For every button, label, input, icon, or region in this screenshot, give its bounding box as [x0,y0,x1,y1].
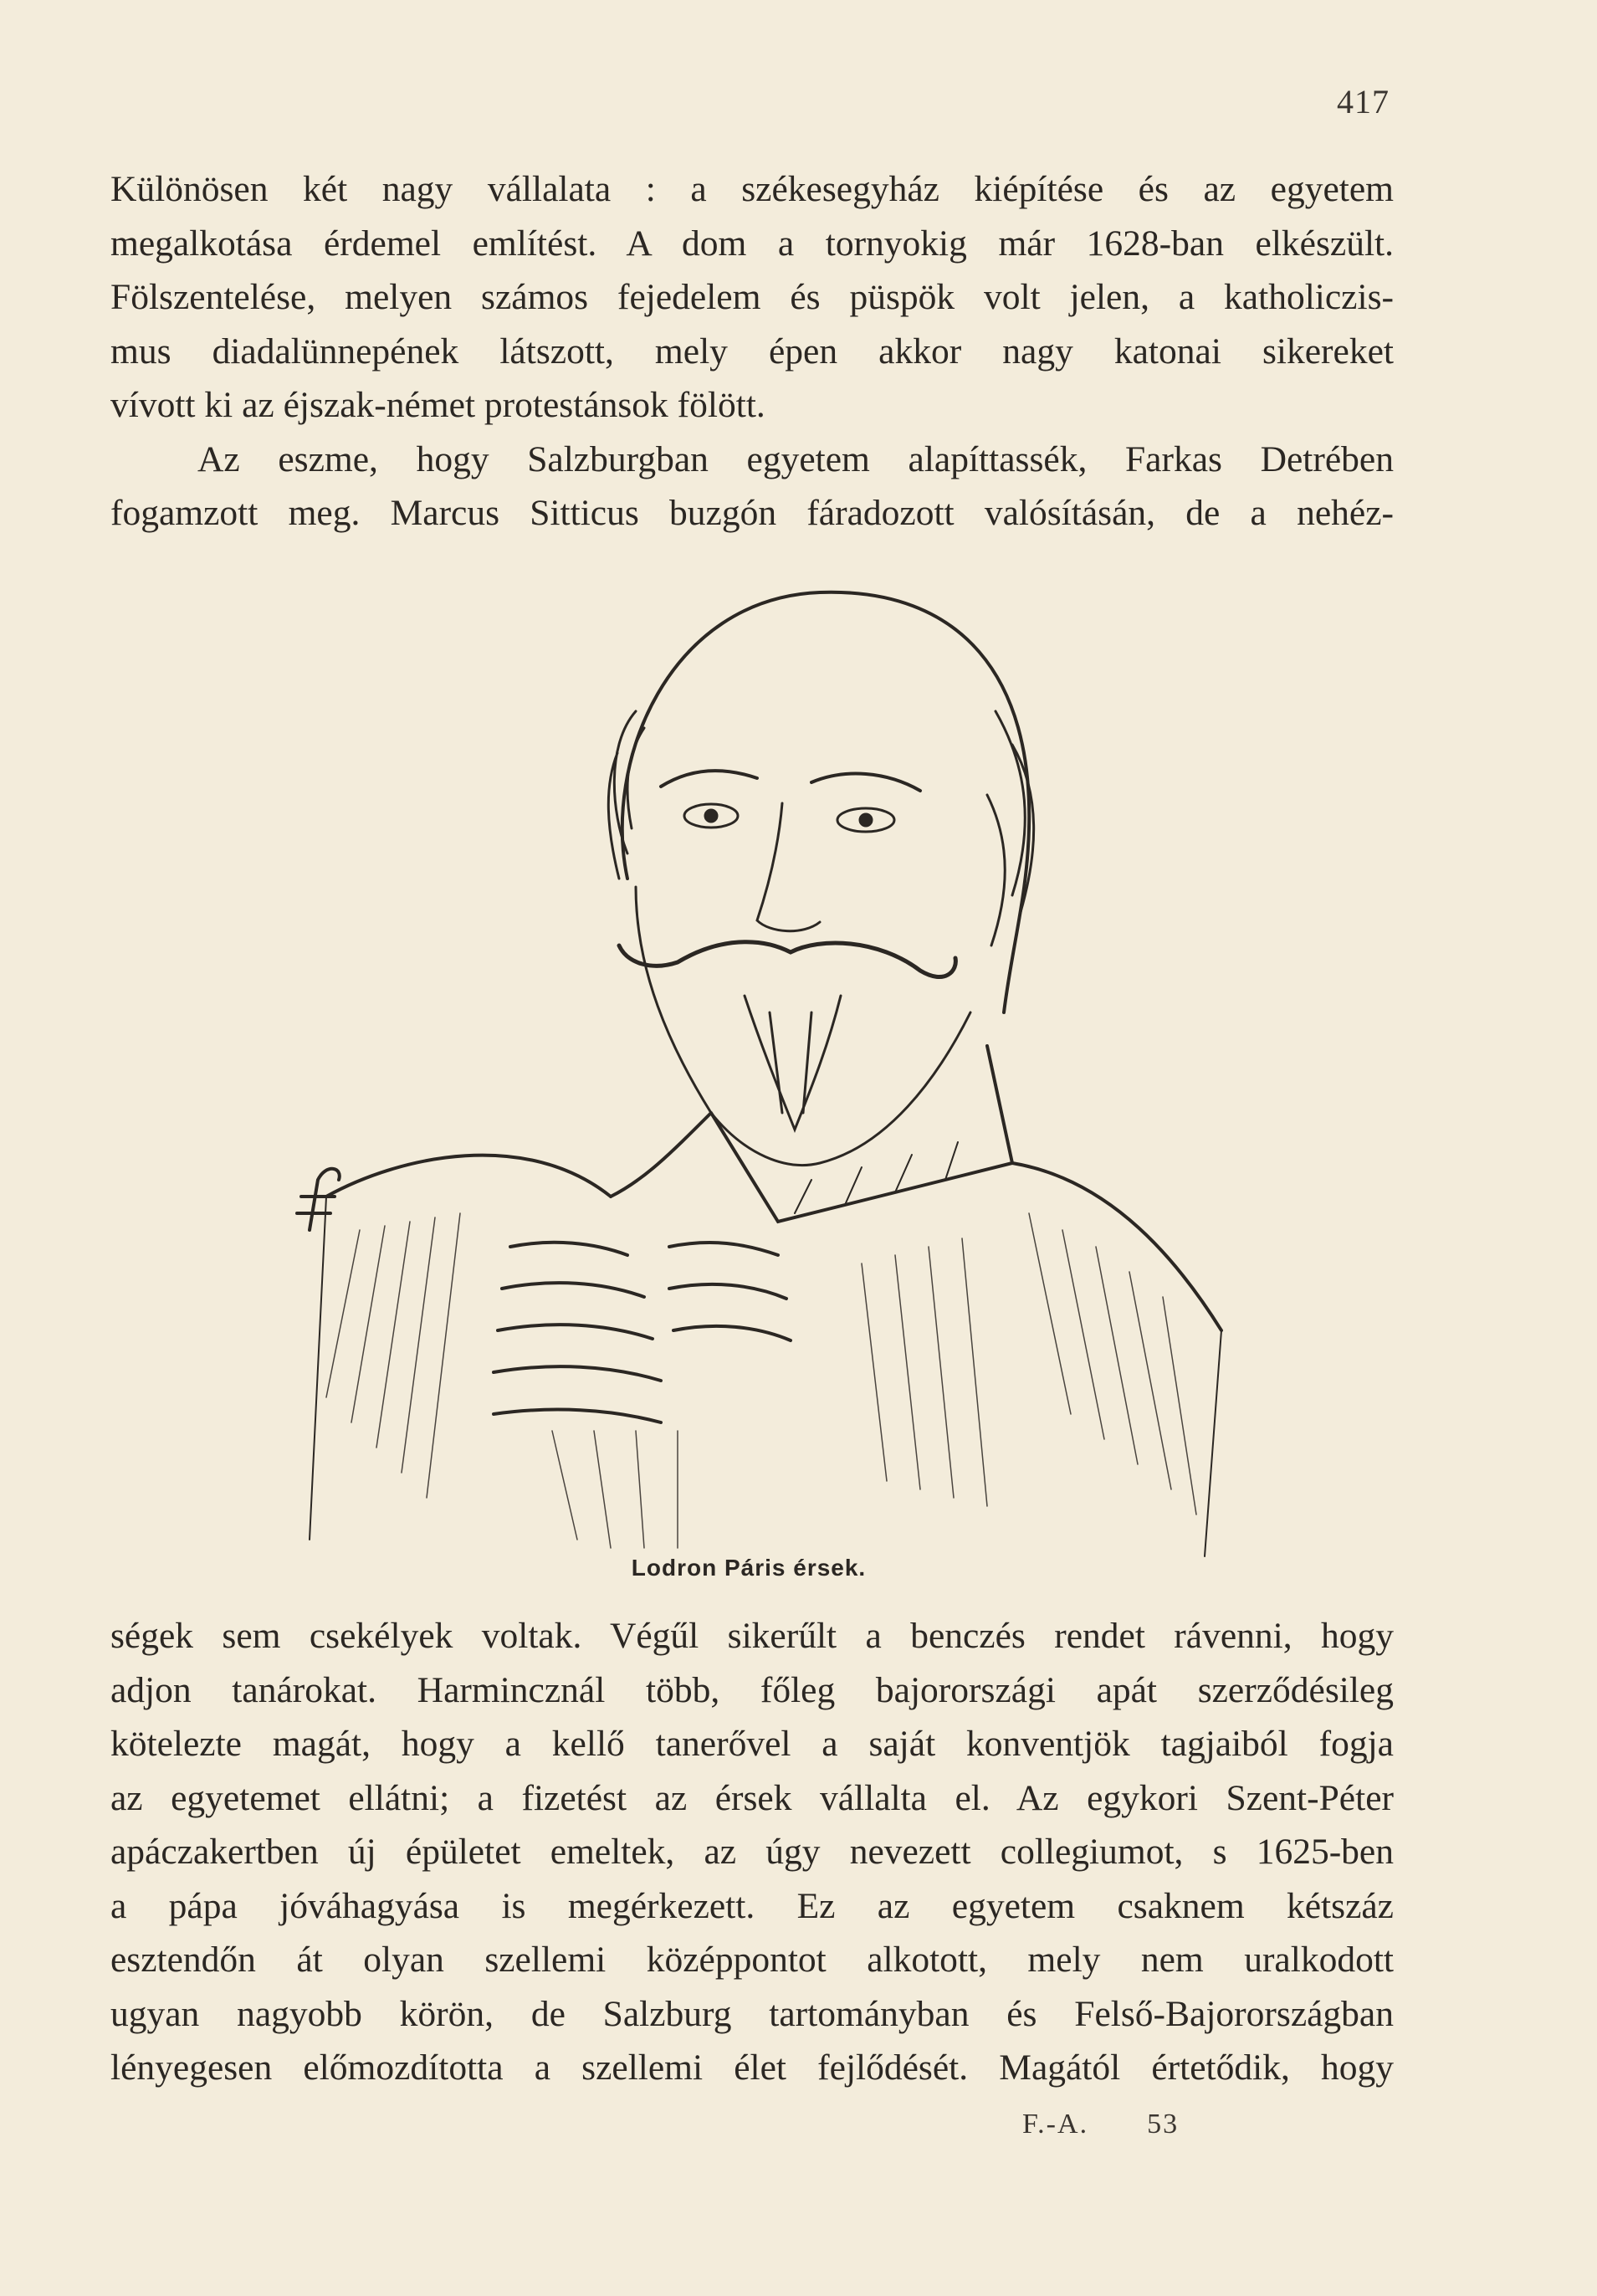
moustache [619,942,955,977]
head-outline [622,592,1029,1012]
text-line: Különösen két nagy vállalata : a székesegyház kiépítése és az egyetem [110,169,1394,209]
nose [757,803,820,931]
printer-signature [1022,2109,1237,2140]
signature-mark: F.-A. [1022,2109,1089,2140]
text-line: esztendőn át olyan szellemi középpontot alkotott, mely nem uralkodott [110,1940,1394,1980]
hair-left [608,711,644,879]
hair-right [987,711,1034,946]
right-eyebrow [811,774,920,791]
text-line: ugyan nagyobb körön, de Salzburg tartományban és Felső-Bajorországban [110,1993,1394,2034]
text-block-top [110,162,1394,541]
text-line: Az eszme, hogy Salzburgban egyetem alapíttassék, Farkas Detrében [197,438,1394,479]
text-line: adjon tanárokat. Harmincznál több, főleg bajorországi apát szerződésileg [110,1669,1394,1710]
signature-sheet: 53 [1147,2109,1180,2140]
text-line: fogamzott meg. Marcus Sitticus buzgón fáradozott valósításán, de a nehéz- [110,493,1394,533]
doublet-outline [326,1156,1221,1330]
beard [745,996,841,1130]
page-number: 417 [1337,83,1390,120]
collar [611,1046,1012,1222]
portrait-illustration [276,577,1238,1569]
text-line: a pápa jóváhagyása is megérkezett. Ez az egyetem csaknem kétszáz [110,1885,1394,1926]
paragraph-3 [110,1609,1394,2095]
text-line: vívott ki az éjszak-német protestánsok fölött. [110,385,765,425]
text-line: ségek sem csekélyek voltak. Végűl sikerűlt a benczés rendet rávenni, hogy [110,1616,1394,1656]
paragraph-2 [110,433,1394,541]
text-line: megalkotása érdemel említést. A dom a tornyokig már 1628-ban elkészült. [110,223,1394,264]
text-line: lényegesen előmozdította a szellemi élet fejlődését. Magától értetődik, hogy [110,2047,1394,2088]
text-line: mus diadalünnepének látszott, mely épen akkor nagy katonai sikereket [110,331,1394,372]
text-line: Fölszentelése, melyen számos fejedelem és püspök volt jelen, a katholiczis- [110,277,1394,317]
artist-monogram [297,1169,340,1230]
figure-caption: Lodron Páris érsek. [631,1555,867,1581]
hatching [326,1213,1196,1548]
portrait-engraving [276,577,1238,1569]
text-line: az egyetemet ellátni; a fizetést az érsek vállalta el. Az egykori Szent-Péter [110,1777,1394,1818]
paragraph-1 [110,162,1394,433]
text-line: apáczakertben új épületet emeltek, az úgy nevezett collegiumot, s 1625-ben [110,1832,1394,1872]
text-line: kötelezte magát, hogy a kellő tanerővel a saját konventjök tagjaiból fogja [110,1724,1394,1764]
left-eyebrow [661,771,757,787]
doublet-frogging [494,1243,791,1422]
text-block-bottom [110,1609,1394,2095]
